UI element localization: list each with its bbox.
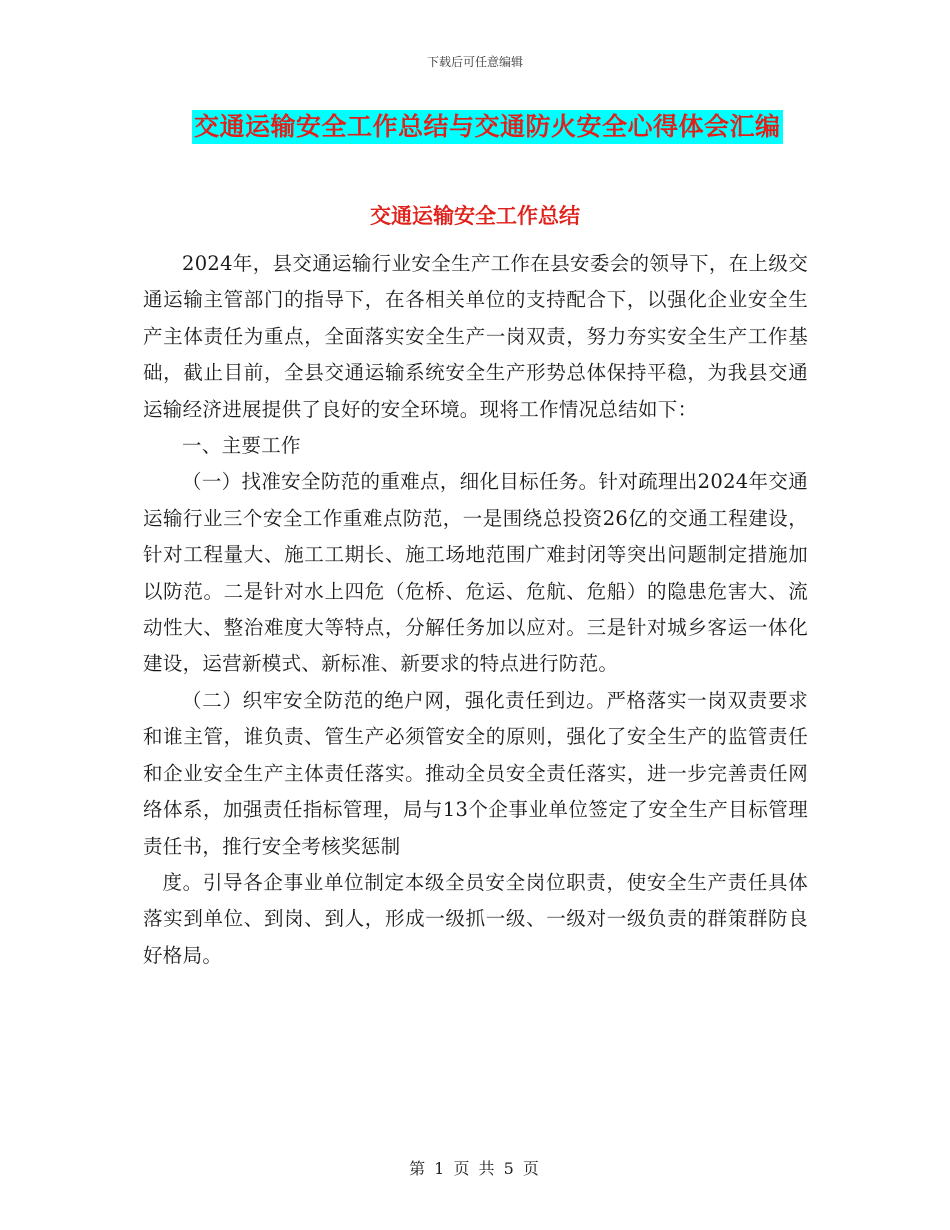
paragraph-item-1: （一）找准安全防范的重难点，细化目标任务。针对疏理出2024年交通运输行业三个安全工作重难点防范，一是围绕总投资26亿的交通工程建设，针对工程量大、施工工期长、施工场地范围广难封闭等突出问题制定措施加以防范。二是针对水上四危（危桥、危运、危航、危船）的隐患危害大、流动性大、整治难度大等特点，分解任务加以应对。三是针对城乡客运一体化建设，运营新模式、新标准、新要求的特点进行防范。 (143, 470, 808, 676)
document-title: 交通运输安全工作总结与交通防火安全心得体会汇编 (192, 110, 783, 144)
paragraph-item-2-continued: 度。引导各企事业单位制定本级全员安全岗位职责，使安全生产责任具体落实到单位、到岗、到人，形成一级抓一级、一级对一级负责的群策群防良好格局。 (143, 870, 808, 967)
heading-main-work: 一、主要工作 (182, 434, 301, 458)
paragraph-item-2: （二）织牢安全防范的绝户网，强化责任到边。严格落实一岗双责要求和谁主管，谁负责、管生产必须管安全的原则，强化了安全生产的监管责任和企业安全生产主体责任落实。推动全员安全责任落实，进一步完善责任网络体系，加强责任指标管理，局与13个企事业单位签定了安全生产目标管理责任书，推行安全考核奖惩制 (143, 688, 808, 858)
page-number: 第 1 页 共 5 页 (409, 1159, 541, 1178)
document-body (143, 246, 808, 974)
paragraph-intro: 2024年，县交通运输行业安全生产工作在县安委会的领导下，在上级交通运输主管部门的指导下，在各相关单位的支持配合下，以强化企业安全生产主体责任为重点，全面落实安全生产一岗双责，努力夯实安全生产工作基础，截止目前，全县交通运输系统安全生产形势总体保持平稳，为我县交通运输经济进展提供了良好的安全环境。现将工作情况总结如下： (143, 252, 808, 421)
header-note: 下载后可任意编辑 (426, 55, 523, 69)
section-title: 交通运输安全工作总结 (370, 204, 580, 228)
